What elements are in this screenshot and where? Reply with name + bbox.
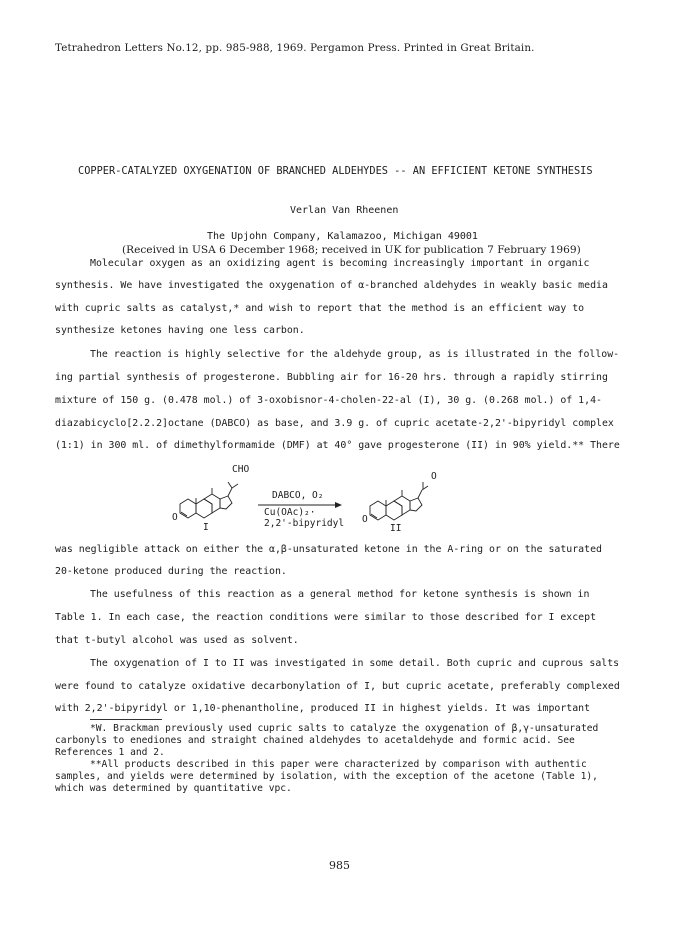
ketone-oxygen-left: O: [172, 512, 178, 523]
ring-a-right: [370, 501, 386, 520]
paragraph-line: synthesize ketones having one less carbon.: [55, 325, 305, 336]
page-number: 985: [329, 859, 350, 872]
reagent-label-line1: DABCO, O₂: [272, 490, 324, 501]
paragraph-line: The oxygenation of I to II was investigated in some detail. Both cupric and cuprous salts: [90, 658, 620, 669]
footnote-line: **All products described in this paper were characterized by comparison with authentic: [90, 759, 587, 770]
ketone-oxygen-right: O: [362, 514, 368, 525]
side-chain-left: [228, 484, 238, 496]
reaction-scheme: [170, 462, 470, 536]
reagent-label-line3: 2,2'-bipyridyl: [264, 518, 345, 529]
acetyl-oxygen-right: O: [431, 471, 437, 482]
paper-title: COPPER-CATALYZED OXYGENATION OF BRANCHED ALDEHYDES -- AN EFFICIENT KETONE SYNTHESIS: [78, 165, 593, 177]
paragraph-line: with cupric salts as catalyst,* and wish to report that the method is an efficient way to: [55, 303, 585, 314]
ring-d-right: [410, 498, 422, 511]
ring-c-left: [204, 494, 220, 513]
paragraph-line: The usefulness of this reaction as a general method for ketone synthesis is shown in: [90, 589, 590, 600]
footnote-rule: [90, 719, 162, 720]
author-name: Verlan Van Rheenen: [290, 205, 399, 216]
aldehyde-label: CHO: [232, 464, 250, 475]
footnote-line: carbonyls to enediones and straight chained aldehydes to acetaldehyde and formic acid. See: [55, 735, 575, 746]
journal-header: Tetrahedron Letters No.12, pp. 985-988, 1969. Pergamon Press. Printed in Great Britain.: [55, 42, 535, 54]
paragraph-line: mixture of 150 g. (0.478 mol.) of 3-oxobisnor-4-cholen-22-al (I), 30 g. (0.268 mol.) of 1,4-: [55, 395, 602, 406]
paragraph-line: with 2,2'-bipyridyl or 1,10-phenantholine, produced II in highest yields. It was important: [55, 703, 591, 714]
paragraph-line: (1:1) in 300 ml. of dimethylformamide (DMF) at 40° gave progesterone (II) in 90% yield.** There: [55, 440, 620, 451]
compound-label-i: I: [203, 522, 209, 533]
affiliation: The Upjohn Company, Kalamazoo, Michigan 49001: [207, 231, 478, 242]
received-dates: (Received in USA 6 December 1968; received in UK for publication 7 February 1969): [122, 244, 581, 256]
paragraph-line: that t-butyl alcohol was used as solvent.: [55, 635, 299, 646]
paragraph-line: Molecular oxygen as an oxidizing agent is becoming increasingly important in organic: [90, 258, 590, 269]
ring-b-left: [196, 499, 212, 518]
ring-c-right: [394, 496, 410, 515]
paragraph-line: diazabicyclo[2.2.2]octane (DABCO) as base, and 3.9 g. of cupric acetate-2,2'-bipyridyl complex: [55, 418, 614, 429]
footnote-line: which was determined by quantitative vpc.: [55, 783, 292, 794]
reagent-label-line2: Cu(OAc)₂·: [264, 507, 316, 518]
ring-a-left: [180, 499, 196, 518]
footnote-line: References 1 and 2.: [55, 747, 165, 758]
paragraph-line: synthesis. We have investigated the oxygenation of α-branched aldehydes in weakly basic media: [55, 280, 608, 291]
steroid-skeleton-left: [180, 482, 238, 518]
reaction-arrowhead: [335, 502, 342, 508]
ring-b-right: [386, 501, 402, 520]
paragraph-line: Table 1. In each case, the reaction conditions were similar to those described for I except: [55, 612, 597, 623]
paragraph-line: ing partial synthesis of progesterone. Bubbling air for 16-20 hrs. through a rapidly stirring: [55, 372, 608, 383]
methyl-branch-left: [228, 482, 232, 488]
compound-label-ii: II: [390, 523, 402, 534]
ring-d-left: [220, 496, 232, 509]
paragraph-line: was negligible attack on either the α,β-unsaturated ketone in the A-ring or on the saturated: [55, 544, 602, 555]
paragraph-line: 20-ketone produced during the reaction.: [55, 566, 287, 577]
paragraph-line: were found to catalyze oxidative decarbonylation of I, but cupric acetate, preferably complexed: [55, 681, 620, 692]
footnote-line: samples, and yields were determined by isolation, with the exception of the acetone (Table 1),: [55, 771, 598, 782]
footnote-line: *W. Brackman previously used cupric salts to catalyze the oxygenation of β,γ-unsaturated: [90, 723, 599, 734]
paragraph-line: The reaction is highly selective for the aldehyde group, as is illustrated in the follow-: [90, 349, 620, 360]
steroid-skeleton-right: [370, 482, 428, 520]
